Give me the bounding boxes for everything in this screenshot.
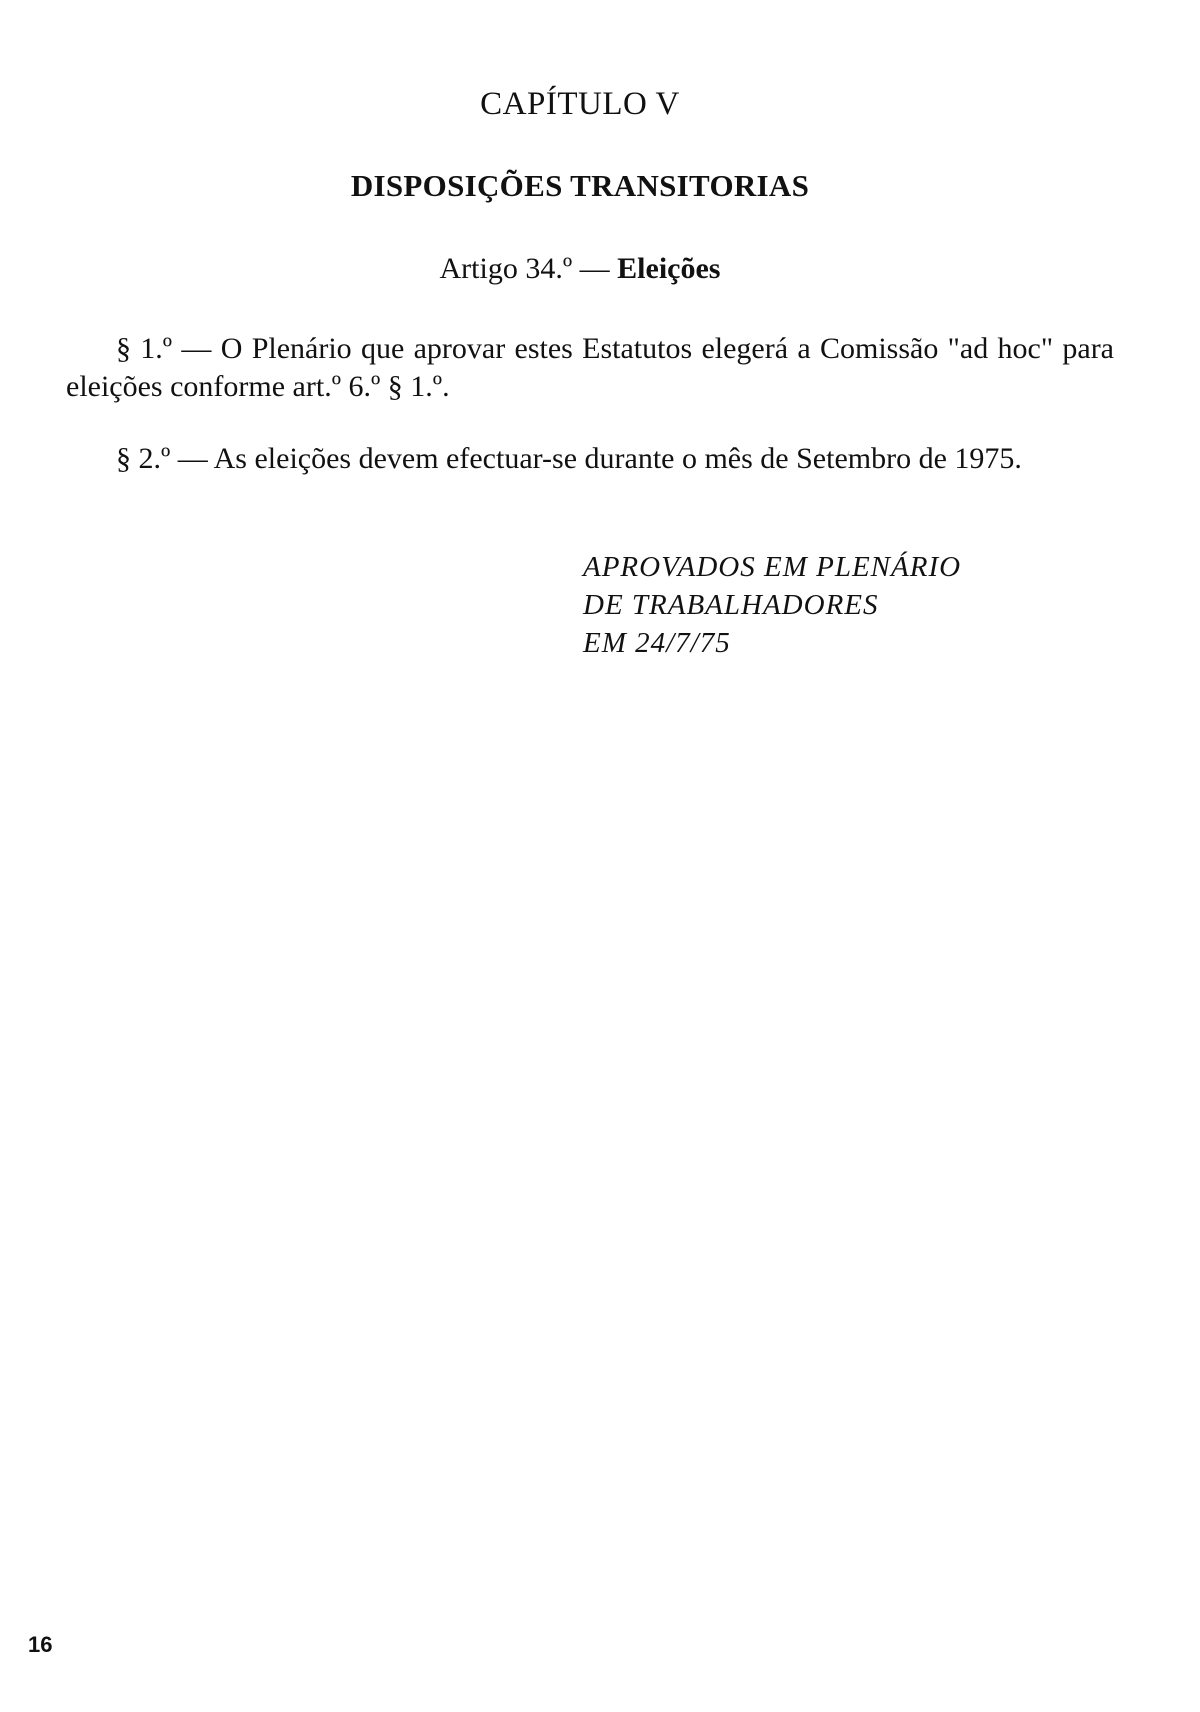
article-heading (0, 252, 1160, 286)
paragraph-1: § 1.º — O Plenário que aprovar estes Estatutos elegerá a Comissão "ad hoc" para eleições conforme art.º 6.º § 1.º. (66, 332, 1114, 403)
section-title: DISPOSIÇÕES TRANSITORIAS (350, 168, 810, 203)
approval-line-2: DE TRABALHADORES (583, 589, 879, 621)
paragraph-2: § 2.º — As eleições devem efectuar-se durante o mês de Setembro de 1975. (116, 442, 1022, 475)
article-name: Eleições (617, 252, 721, 285)
page-number: 16 (28, 1632, 53, 1657)
approval-line-1: APROVADOS EM PLENÁRIO (583, 551, 962, 583)
approval-note (583, 548, 961, 662)
approval-line-3: EM 24/7/75 (583, 627, 731, 659)
chapter-heading: CAPÍTULO V (480, 86, 680, 122)
article-number: Artigo 34.º — (439, 252, 610, 285)
